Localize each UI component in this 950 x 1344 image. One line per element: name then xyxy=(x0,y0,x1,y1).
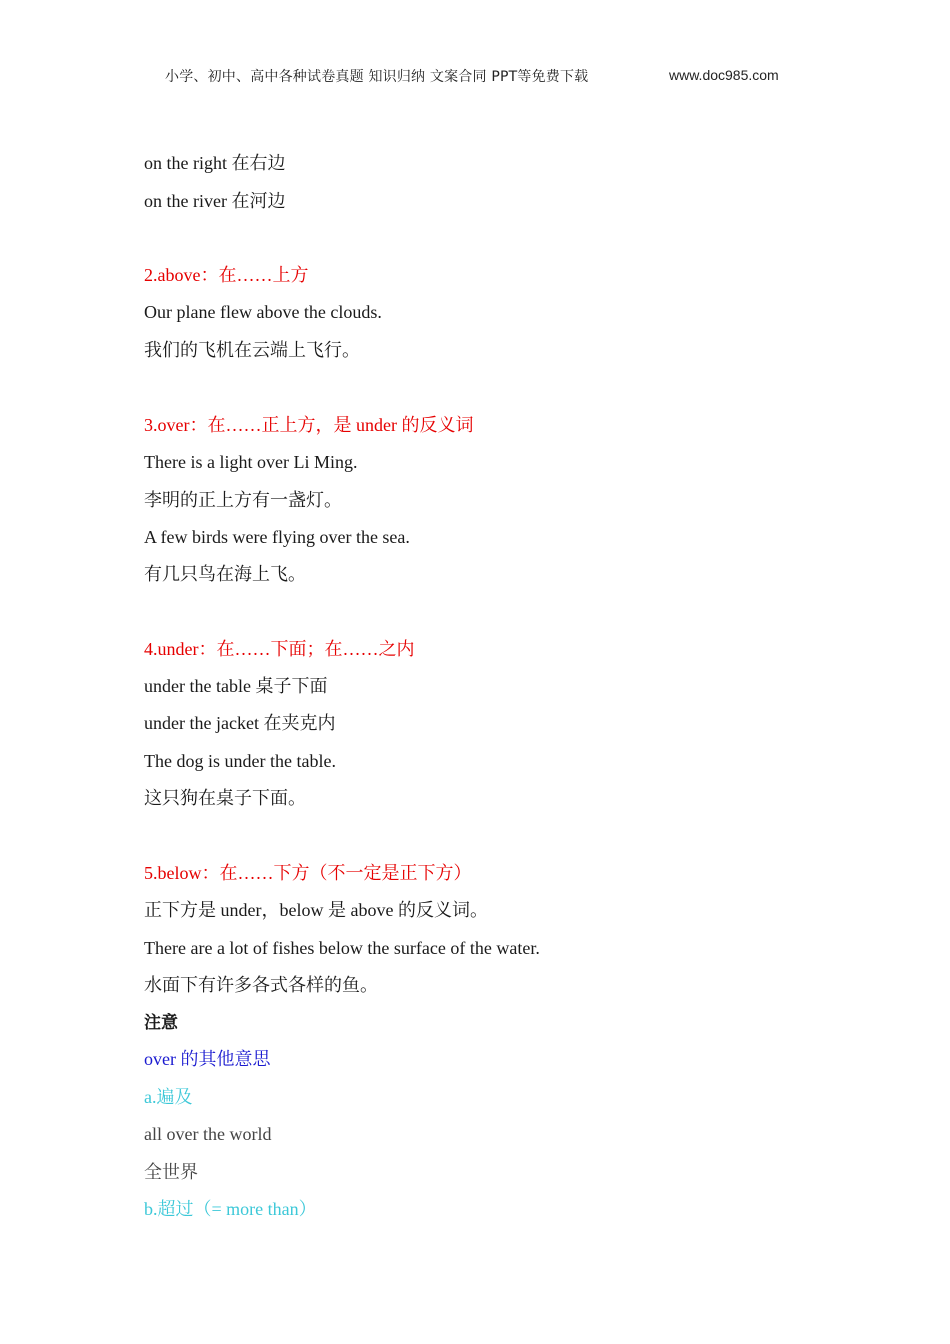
example-sentence: There is a light over Li Ming. xyxy=(144,452,358,472)
section-heading-above: 2.above：在……上方 xyxy=(144,265,309,285)
phrase-line: under the table 桌子下面 xyxy=(144,676,328,696)
example-sentence: A few birds were flying over the sea. xyxy=(144,527,410,547)
example-translation: 水面下有许多各式各样的鱼。 xyxy=(144,975,378,995)
phrase-line: all over the world xyxy=(144,1124,272,1144)
header-url: www.doc985.com xyxy=(669,67,779,83)
section-heading-under: 4.under：在……下面；在……之内 xyxy=(144,639,415,659)
page-header xyxy=(0,66,950,92)
example-translation: 我们的飞机在云端上飞行。 xyxy=(144,340,360,360)
header-text: 小学、初中、高中各种试卷真题 知识归纳 文案合同 PPT等免费下载 xyxy=(165,69,589,85)
meaning-heading-b: b.超过（= more than） xyxy=(144,1199,317,1219)
example-sentence: There are a lot of fishes below the surface of the water. xyxy=(144,938,540,958)
phrase-translation: 全世界 xyxy=(144,1162,198,1182)
example-sentence: The dog is under the table. xyxy=(144,751,336,771)
meaning-heading-a: a.遍及 xyxy=(144,1087,193,1107)
note-title: 注意 xyxy=(144,1013,178,1033)
example-translation: 有几只鸟在海上飞。 xyxy=(144,564,306,584)
explanation-line: 正下方是 under，below 是 above 的反义词。 xyxy=(144,900,488,920)
section-heading-below: 5.below：在……下方（不一定是正下方） xyxy=(144,863,472,883)
phrase-line: on the right 在右边 xyxy=(144,153,286,173)
example-translation: 李明的正上方有一盏灯。 xyxy=(144,490,342,510)
section-heading-over: 3.over：在……正上方，是 under 的反义词 xyxy=(144,415,474,435)
phrase-line: under the jacket 在夹克内 xyxy=(144,713,336,733)
note-subtitle: over 的其他意思 xyxy=(144,1049,271,1069)
phrase-line: on the river 在河边 xyxy=(144,191,286,211)
example-translation: 这只狗在桌子下面。 xyxy=(144,788,306,808)
example-sentence: Our plane flew above the clouds. xyxy=(144,302,382,322)
